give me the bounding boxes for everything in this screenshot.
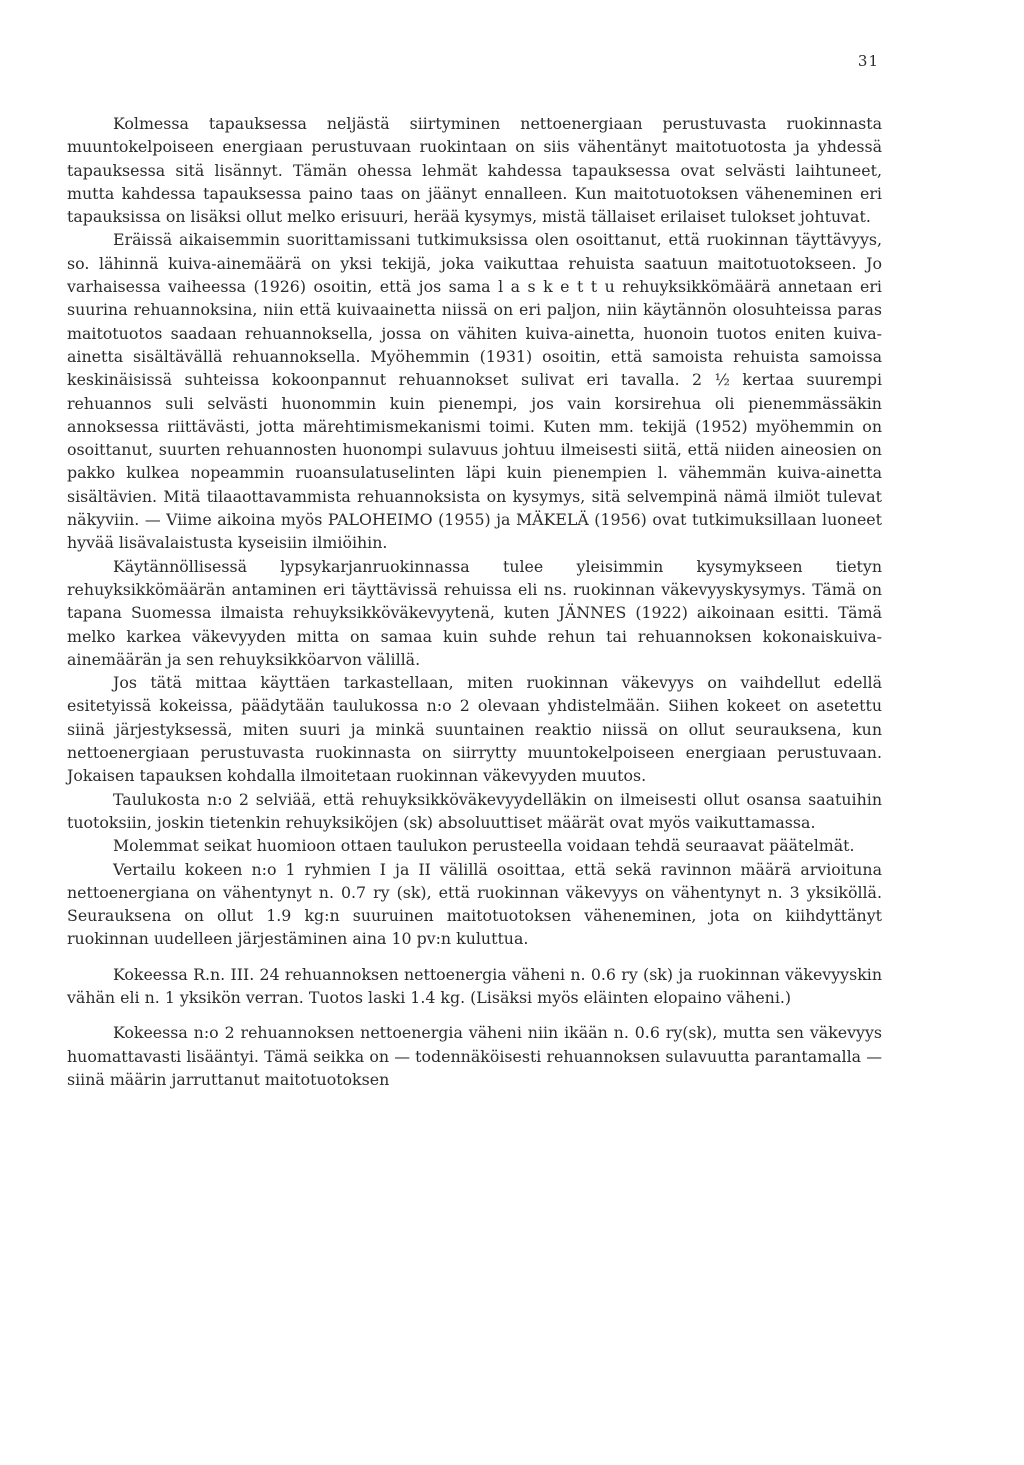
paragraph-7: Vertailu kokeen n:o 1 ryhmien I ja II välillä osoittaa, että sekä ravinnon määrä arvioituna nettoenergiana on vähentynyt n. 0.7 ry (sk), että ruokinnan väkevyys on vähentynyt n. 3 yksiköllä. Seurauksena on ollut 1.9 kg:n suuruinen maitotuotoksen väheneminen, jota on kiihdyttänyt ruokinnan uudelleen järjestäminen aina 10 pv:n kuluttua.	[67, 859, 882, 949]
paragraph-6: Molemmat seikat huomioon ottaen taulukon perusteella voidaan tehdä seuraavat päätelmät.	[113, 836, 855, 856]
page-number: 31	[857, 52, 879, 70]
paragraph-4: Jos tätä mittaa käyttäen tarkastellaan, miten ruokinnan väkevyys on vaihdellut edellä esitetyissä kokeissa, päädytään taulukossa n:o 2 olevaan yhdistelmään. Siihen kokeet on asetettu siinä järjestyksessä, miten suuri ja minkä suuntainen reaktio niissä on ollut seurauksena, kun nettoenergiaan perustuvasta ruokinnasta on siirrytty muuntokelpoiseen energiaan perustuvaan. Jokaisen tapauksen kohdalla ilmoitetaan ruokinnan väkevyyden muutos.	[67, 673, 882, 786]
paragraph-1: Kolmessa tapauksessa neljästä siirtyminen nettoenergiaan perustuvasta ruokinnasta muuntokelpoiseen energiaan perustuvaan ruokintaan on siis vähentänyt maitotuotosta ja yhdessä tapauksessa sitä lisännyt. Tämän ohessa lehmät kahdessa tapauksessa ovat selvästi laihtuneet, mutta kahdessa tapauksessa paino taas on jäänyt ennalleen. Kun maitotuotoksen väheneminen eri tapauksissa on lisäksi ollut melko erisuuri, herää kysymys, mistä tällaiset erilaiset tulokset johtuvat.	[67, 114, 882, 227]
paragraph-2: Eräissä aikaisemmin suorittamissani tutkimuksissa olen osoittanut, että ruokinnan täyttävyys, so. lähinnä kuiva-ainemäärä on yksi tekijä, joka vaikuttaa rehuista saatuun maitotuotokseen. Jo varhaisessa vaiheessa (1926) osoitin, että jos sama l a s k e t t u rehuyksikkömäärä annetaan eri suurina rehuannoksina, niin että kuivaainetta niissä on eri paljon, niin käytännön olosuhteissa paras maitotuotos saadaan rehuannoksella, jossa on vähiten kuiva-ainetta, huonoin tuotos eniten kuiva-ainetta sisältävällä rehuannoksella. Myöhemmin (1931) osoitin, että samoista rehuista samoissa keskinäisissä suhteissa kokoonpannut rehuannokset sulivat eri tavalla. 2 ½ kertaa suurempi rehuannos suli selvästi huonommin kuin pienempi, jos vain korsirehua oli pienemmässäkin annoksessa riittävästi, jotta märehtimismekanismi toimi. Kuten mm. tekijä (1952) myöhemmin on osoittanut, suurten rehuannosten huonompi sulavuus johtuu ilmeisesti siitä, että niiden aineosien on pakko kulkea nopeammin ruoansulatuselinten läpi kuin pienempien l. vähemmän kuiva-ainetta sisältävien. Mitä tilaaottavammista rehuannoksista on kysymys, sitä selvempinä nämä ilmiöt tulevat näkyviin. — Viime aikoina myös PALOHEIMO (1955) ja MÄKELÄ (1956) ovat tutkimuksillaan luoneet hyvää lisävalaistusta kyseisiin ilmiöihin.	[67, 230, 882, 553]
paragraph-9: Kokeessa n:o 2 rehuannoksen nettoenergia väheni niin ikään n. 0.6 ry(sk), mutta sen väkevyys huomattavasti lisääntyi. Tämä seikka on — todennäköisesti rehuannoksen sulavuutta parantamalla — siinä määrin jarruttanut maitotuotoksen	[67, 1023, 882, 1089]
paragraph-8: Kokeessa R.n. III. 24 rehuannoksen nettoenergia väheni n. 0.6 ry (sk) ja ruokinnan väkevyyskin vähän eli n. 1 yksikön verran. Tuotos laski 1.4 kg. (Lisäksi myös eläinten elopaino väheni.)	[67, 964, 882, 1007]
paragraph-5: Taulukosta n:o 2 selviää, että rehuyksikköväkevyydelläkin on ilmeisesti ollut osansa saatuihin tuotoksiin, joskin tietenkin rehuyksiköjen (sk) absoluuttiset määrät ovat myös vaikuttamassa.	[67, 789, 882, 832]
body-text	[67, 112, 882, 1091]
paragraph-3: Käytännöllisessä lypsykarjanruokinnassa tulee yleisimmin kysymykseen tietyn rehuyksikkömäärän antaminen eri täyttävissä rehuissa eli ns. ruokinnan väkevyyskysymys. Tämä on tapana Suomessa ilmaista rehuyksikköväkevyytenä, kuten JÄNNES (1922) aikoinaan esitti. Tämä melko karkea väkevyyden mitta on samaa kuin suhde rehun tai rehuannoksen kokonaiskuiva-ainemäärän ja sen rehuyksikköarvon välillä.	[67, 556, 882, 669]
